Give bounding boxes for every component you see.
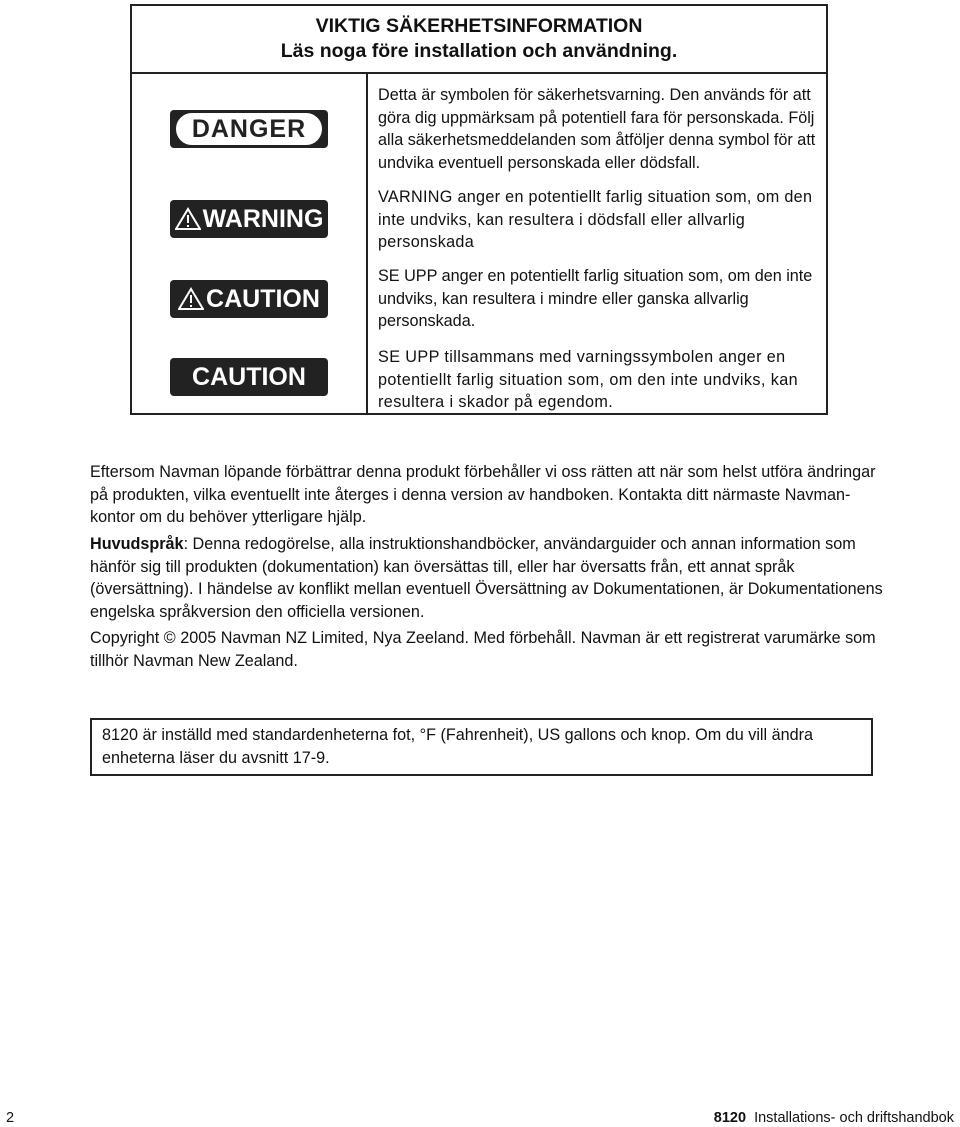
caution-text: SE UPP tillsammans med varningssymbolen anger en potentiellt farlig situation som, om den inte undviks, kan resultera i skador på egendom.	[378, 348, 799, 411]
units-note-box	[90, 718, 873, 776]
warning-triangle-icon	[175, 207, 201, 231]
footer-manual-title: Installations- och driftshandbok	[754, 1110, 954, 1126]
language-notice-label: Huvudspråk	[90, 535, 184, 553]
footer-title	[714, 1110, 954, 1126]
warning-triangle-icon	[178, 287, 204, 311]
safety-text-column	[368, 74, 826, 413]
caution-label: CAUTION	[192, 362, 306, 391]
caution-with-symbol-signal	[170, 280, 328, 318]
caution-symbol-text: SE UPP anger en potentiellt farlig situation som, om den inte undviks, kan resultera i mindre eller ganska allvarlig personskada.	[378, 267, 813, 330]
caution-symbol-label: CAUTION	[206, 284, 320, 313]
warning-signal	[170, 200, 328, 238]
footer-model: 8120	[713, 1110, 747, 1126]
warning-text: VARNING anger en potentiellt farlig situation som, om den inte undviks, kan resultera i dödsfall eller allvarlig personskada	[378, 188, 813, 251]
page-number: 2	[6, 1110, 15, 1126]
alert-symbol-text: Detta är symbolen för säkerhetsvarning. Den används för att göra dig uppmärksam på potentiell fara för personskada. Följ alla säkerhetsmeddelanden som åtföljer denna symbol för att undvika eventuell personskada eller dödsfall.	[378, 86, 816, 172]
copyright-notice: Copyright © 2005 Navman NZ Limited, Nya Zeeland. Med förbehåll. Navman är ett registrerat varumärke som tillhör Navman New Zealand.	[90, 629, 876, 670]
units-note: 8120 är inställd med standardenheterna fot, °F (Fahrenheit), US gallons och knop. Om du vill ändra enheterna läser du avsnitt 17-9.	[102, 726, 814, 767]
caution-signal	[170, 358, 328, 396]
danger-label: DANGER	[176, 113, 322, 145]
signal-word-column	[132, 74, 368, 413]
warning-label: WARNING	[202, 204, 324, 233]
language-notice	[90, 533, 885, 623]
safety-subtitle: Läs noga före installation och användning.	[280, 40, 678, 62]
language-notice-text: : Denna redogörelse, alla instruktionshandböcker, användarguider och annan information som hänför sig till produkten (dokumentation) kan översättas till, eller har översatts från, ett annat språk (översättning). I händelse av konflikt mellan eventuell Översättning av Dokumentationen, är Dokumentationens engelska språkversion den officiella versionen.	[90, 535, 883, 621]
safety-header	[132, 6, 826, 74]
danger-signal	[170, 110, 328, 148]
safety-information-box	[130, 4, 828, 415]
improvement-notice: Eftersom Navman löpande förbättrar denna produkt förbehåller vi oss rätten att när som helst utföra ändringar på produkten, vilka eventuellt inte återges i denna version av handboken. Kontakta ditt närmaste Navman-kontor om du behöver ytterligare hjälp.	[90, 463, 876, 526]
safety-title: VIKTIG SÄKERHETSINFORMATION	[315, 15, 643, 37]
